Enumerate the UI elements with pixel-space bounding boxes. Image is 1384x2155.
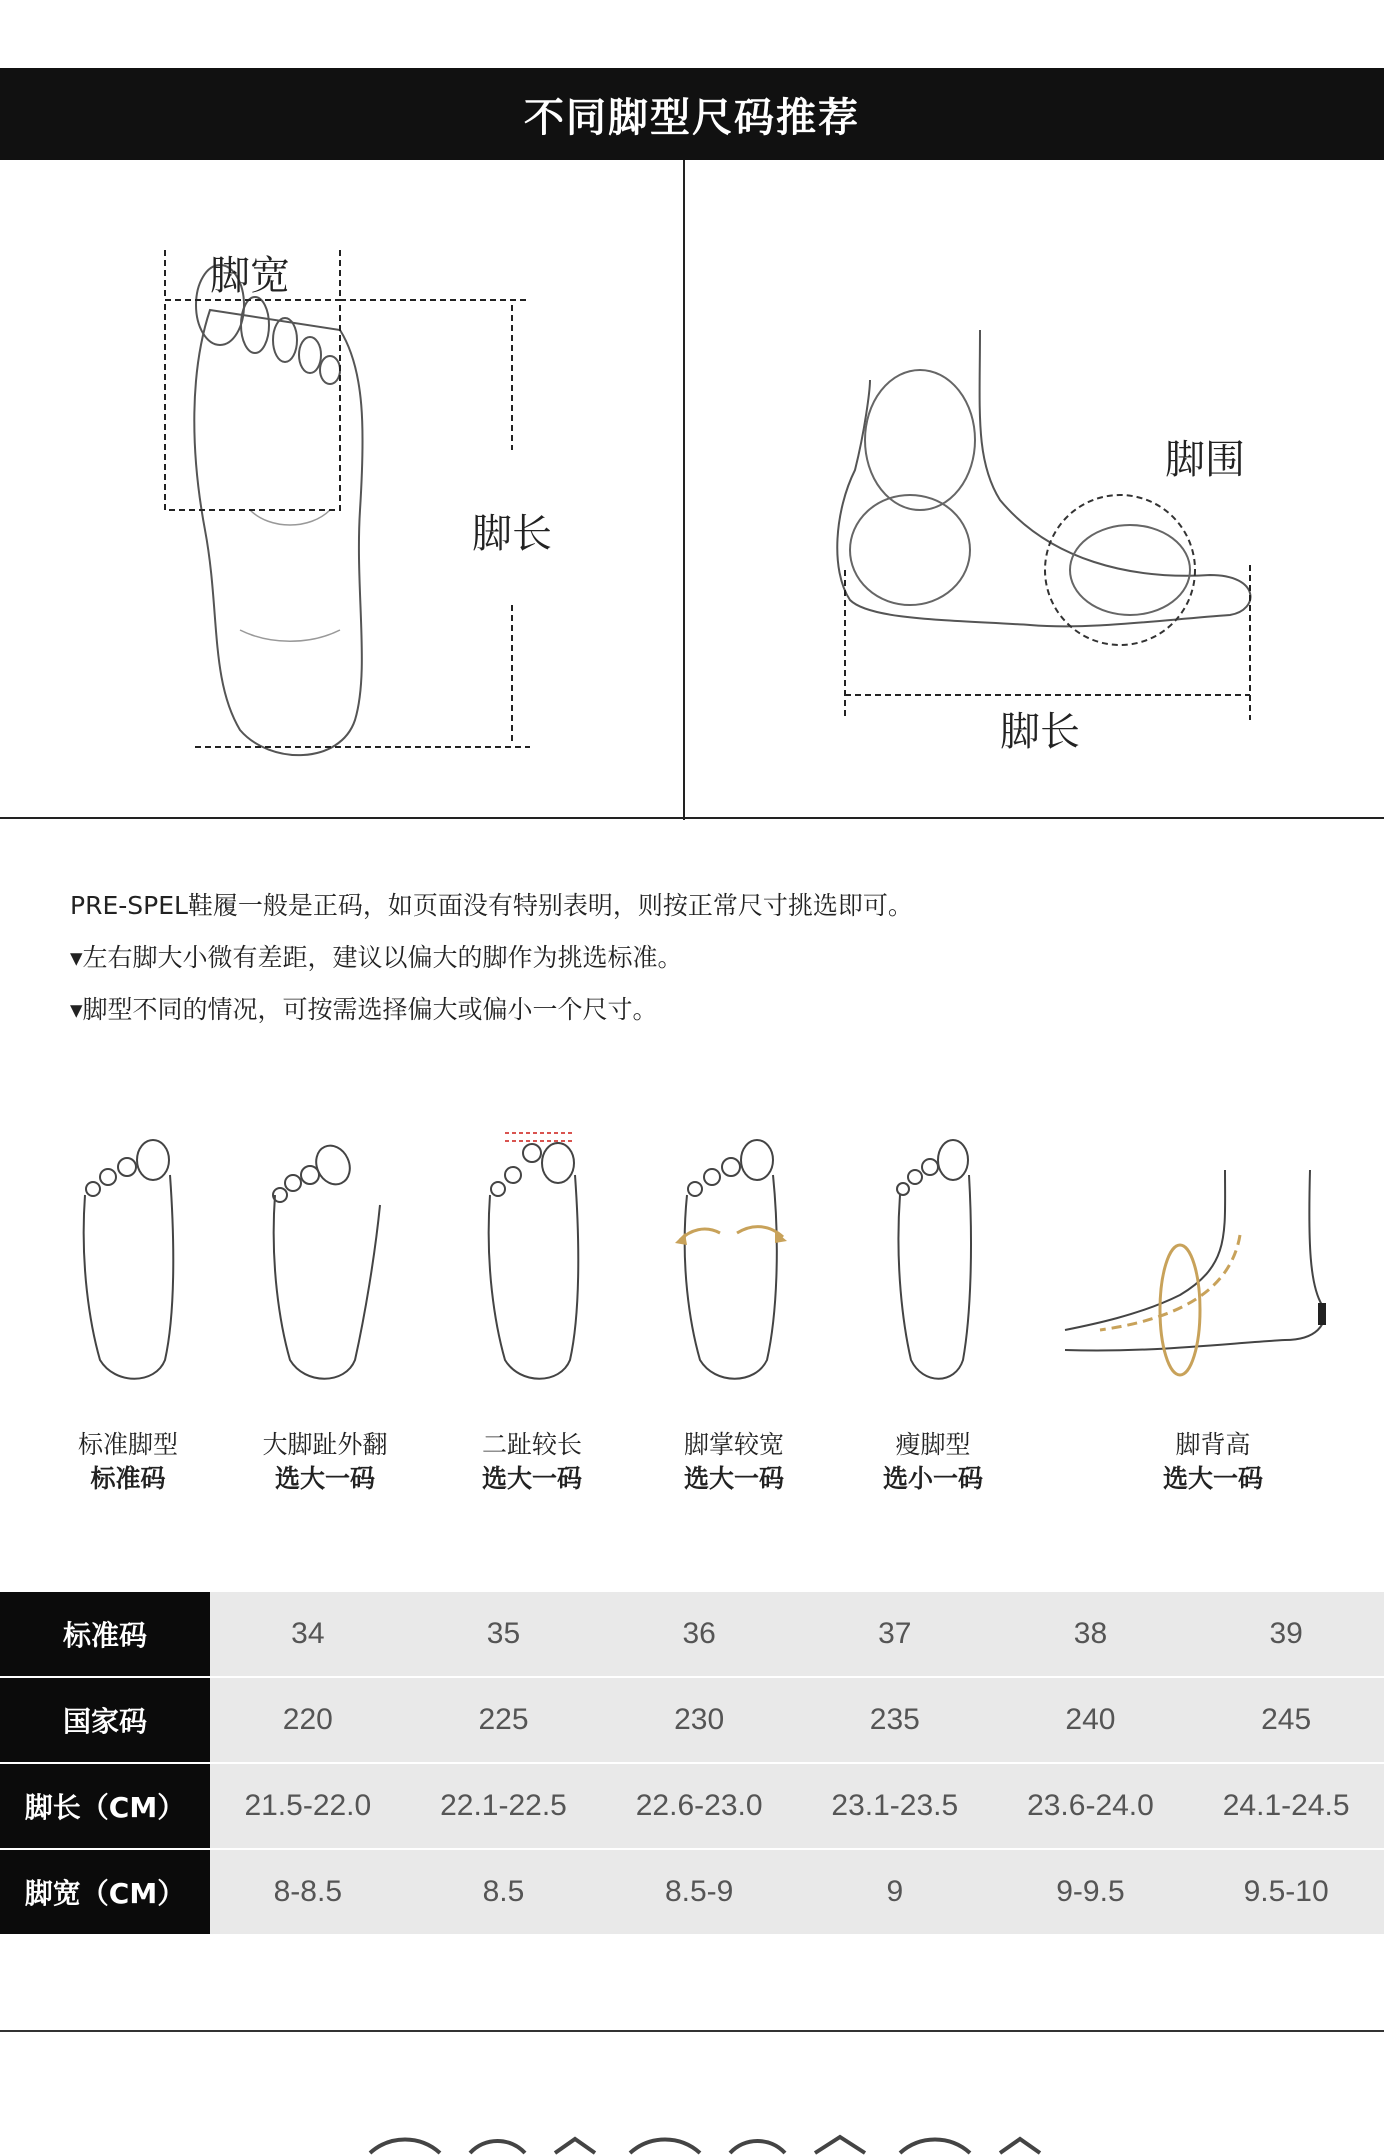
table-cell: 37 [797,1592,993,1677]
foot-type-name: 大脚趾外翻 [262,1430,388,1459]
table-cell: 9-9.5 [993,1849,1189,1935]
foot-type-name: 瘦脚型 [895,1430,971,1459]
note-line: ▾左右脚大小微有差距，建议以偏大的脚作为挑选标准。 [70,943,683,972]
table-cell: 220 [210,1677,406,1763]
foot-type-name: 脚背高 [1175,1430,1251,1459]
bunion-foot-icon [265,1125,385,1385]
table-cell: 36 [601,1592,797,1677]
table-cell: 240 [993,1677,1189,1763]
table-row [0,1677,1384,1763]
side-length-label: 脚长 [1000,709,1080,755]
thin-foot-icon [885,1125,985,1385]
cut-off-heading-icon [360,2115,1060,2155]
standard-foot-icon [75,1125,185,1385]
table-cell: 8.5-9 [601,1849,797,1935]
table-cell: 23.6-24.0 [993,1763,1189,1849]
table-cell: 39 [1188,1592,1384,1677]
foot-type-caption [634,1428,834,1496]
foot-type-caption [28,1428,228,1496]
foot-type-advice: 选大一码 [274,1464,375,1493]
table-row [0,1592,1384,1677]
table-cell: 23.1-23.5 [797,1763,993,1849]
sole-length-label: 脚长 [472,511,552,557]
foot-type-caption [432,1428,632,1496]
foot-type-advice: 选大一码 [683,1464,784,1493]
side-girth-label: 脚围 [1165,437,1245,483]
foot-type-name: 二趾较长 [481,1430,582,1459]
foot-type-caption [225,1428,425,1496]
table-row [0,1763,1384,1849]
table-row [0,1849,1384,1935]
wide-foot-icon [675,1125,795,1385]
diagram-divider [683,160,685,820]
table-cell: 35 [406,1592,602,1677]
row-label: 脚宽（CM） [0,1849,210,1935]
high-instep-foot-icon [1060,1125,1340,1385]
table-cell: 21.5-22.0 [210,1763,406,1849]
section-divider [0,2030,1384,2032]
row-label: 国家码 [0,1677,210,1763]
size-table [0,1592,1384,1936]
table-cell: 22.1-22.5 [406,1763,602,1849]
table-cell: 230 [601,1677,797,1763]
table-cell: 38 [993,1592,1189,1677]
foot-type-advice: 标准码 [90,1464,166,1493]
table-cell: 8-8.5 [210,1849,406,1935]
foot-type-caption [833,1428,1033,1496]
size-notes [70,880,1330,1036]
row-label: 脚长（CM） [0,1763,210,1849]
foot-type-name: 脚掌较宽 [683,1430,784,1459]
row-label: 标准码 [0,1592,210,1677]
table-cell: 9.5-10 [1188,1849,1384,1935]
table-cell: 24.1-24.5 [1188,1763,1384,1849]
table-cell: 235 [797,1677,993,1763]
foot-type-name: 标准脚型 [77,1430,178,1459]
table-cell: 22.6-23.0 [601,1763,797,1849]
foot-type-advice: 选大一码 [481,1464,582,1493]
table-cell: 245 [1188,1677,1384,1763]
note-line: PRE-SPEL鞋履一般是正码，如页面没有特别表明，则按正常尺寸挑选即可。 [70,891,913,920]
side-foot-sketch-icon [830,320,1260,740]
foot-type-advice: 选大一码 [1162,1464,1263,1493]
table-cell: 225 [406,1677,602,1763]
table-cell: 8.5 [406,1849,602,1935]
page-title: 不同脚型尺码推荐 [0,68,1384,160]
sole-width-label: 脚宽 [210,253,290,299]
long-second-toe-foot-icon [480,1125,590,1385]
table-cell: 34 [210,1592,406,1677]
table-cell: 9 [797,1849,993,1935]
note-line: ▾脚型不同的情况，可按需选择偏大或偏小一个尺寸。 [70,995,658,1024]
foot-type-caption [1113,1428,1313,1496]
foot-type-advice: 选小一码 [882,1464,983,1493]
